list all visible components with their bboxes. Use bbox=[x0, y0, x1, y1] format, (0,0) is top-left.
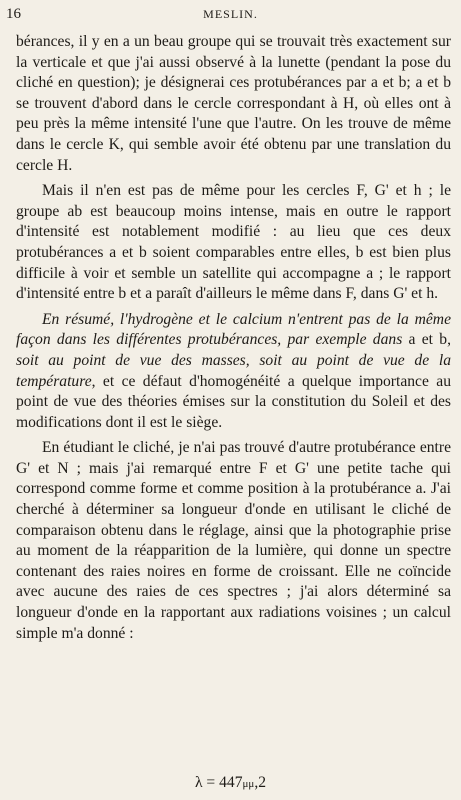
paragraph-3-italic-b: soit au point de vue des masses, soit au point de vue de la température bbox=[16, 351, 451, 390]
paragraph-3-roman-a: a et b, bbox=[402, 331, 451, 349]
page-header bbox=[6, 6, 455, 26]
wavelength-formula bbox=[0, 774, 461, 792]
formula-decimal: ,2 bbox=[254, 774, 267, 791]
running-head: MESLIN. bbox=[203, 7, 258, 21]
formula-unit: μμ bbox=[242, 778, 255, 790]
paragraph-2: Mais il n'en est pas de même pour les cercles F, G' et h ; le groupe ab est beaucoup moins intense, mais en outre le rapport d'intensité est notablement modifié : au lieu que ces deux protubérances a et b soient comparables entre elles, b est bien plus difficile à voir et semble un satellite qui accompagne a ; le rapport d'intensité entre b et a paraît d'ailleurs le même dans F, dans G' et h. bbox=[16, 182, 451, 303]
formula-lhs: λ = 447 bbox=[194, 774, 243, 791]
body-text bbox=[16, 32, 451, 644]
paragraph-3-roman-b: , et ce défaut d'homogénéité a quelque importance au point de vue des théories émises sur la constitution du Soleil et des modifications dont il est le siège. bbox=[16, 372, 451, 431]
page-number: 16 bbox=[6, 6, 21, 22]
paragraph-3 bbox=[16, 310, 451, 434]
paragraph-4: En étudiant le cliché, je n'ai pas trouvé d'autre protubérance entre G' et N ; mais j'ai remarqué entre F et G' une petite tache qui correspond comme forme et comme position à la protubérance a. J'ai cherché à déterminer sa longueur d'onde en utilisant le cliché de comparaison obtenu dans le réglage, ainsi que la photographie prise au moment de la réapparition de la lumière, qui donne un spectre contenant des raies noires en forme de croissant. Elle ne coïncide avec aucune des raies de ces spectres ; j'ai alors déterminé sa longueur d'onde en la rapportant aux radiations voisines ; un calcul simple m'a donné : bbox=[16, 439, 451, 642]
paragraph-1: bérances, il y en a un beau groupe qui se trouvait très exactement sur la verticale et que j'ai aussi observé à la lunette (pendant la pose du cliché en question); je désignerai ces protubérances par a et b; a et b se trouvent d'abord dans le cercle correspondant à H, où elles ont à peu près la même intensité l'une que l'autre. On les trouve de même dans le cercle K, qui semble avoir été obtenu par une translation du cercle H. bbox=[16, 33, 451, 174]
paragraph-3-italic-a: En résumé, l'hydrogène et le calcium n'entrent pas de la même façon dans les différentes protubérances, par exemple dans bbox=[16, 310, 451, 349]
